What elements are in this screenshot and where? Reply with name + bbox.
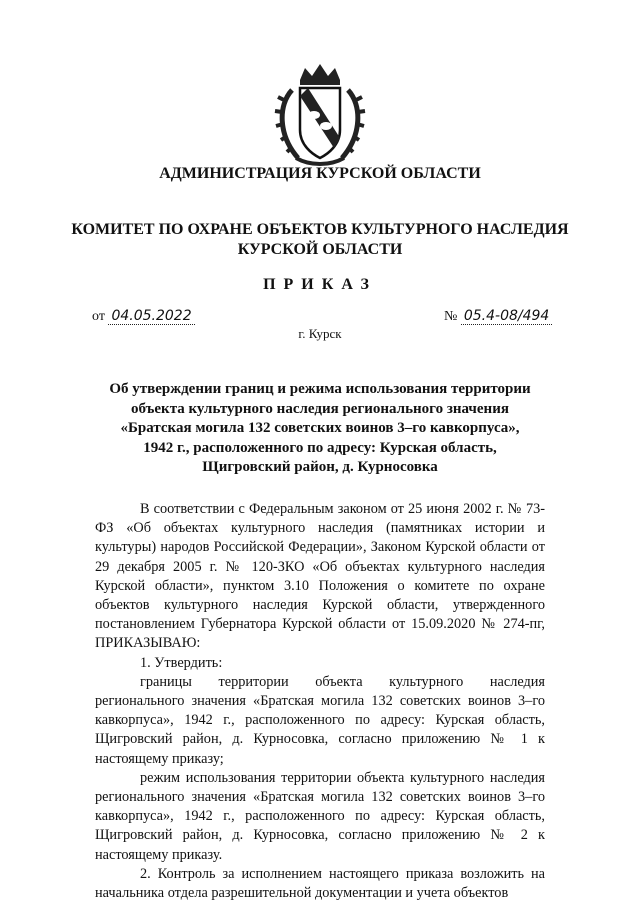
committee-title-line2: КУРСКОЙ ОБЛАСТИ: [237, 241, 403, 258]
document-type: ПРИКАЗ: [263, 276, 377, 293]
subject-line3: «Братская могила 132 советских воинов 3–го кавкорпуса»,: [120, 420, 520, 436]
body-paragraph-control: 2. Контроль за исполнением настоящего приказа возложить на начальника отдела разрешительной документации и учета объектов: [95, 865, 545, 902]
date-value: 04.05.2022: [108, 308, 194, 325]
body-paragraph-preamble: В соответствии с Федеральным законом от 25 июня 2002 г. № 73-ФЗ «Об объектах культурного наследия (памятниках истории и культуры) народов Российской Федерации», Законом Курской области от 29 декабря 2005 г. № 120-ЗКО «Об объектах культурного наследия Курской области», пунктом 3.10 Положения о комитете по охране объектов культурного наследия Курской области, утвержденного постановлением Губернатора Курской области от 15.09.2020 № 274-пг, ПРИКАЗЫВАЮ:: [95, 501, 545, 652]
date-label: от: [92, 309, 105, 324]
number-label: №: [444, 309, 458, 324]
subject-line1: Об утверждении границ и режима использования территории: [109, 381, 531, 397]
committee-title-line1: КОМИТЕТ ПО ОХРАНЕ ОБЪЕКТОВ КУЛЬТУРНОГО НАСЛЕДИЯ: [71, 221, 569, 238]
order-number: [444, 308, 552, 325]
order-body: [95, 500, 545, 903]
administration-title: АДМИНИСТРАЦИЯ КУРСКОЙ ОБЛАСТИ: [159, 165, 481, 182]
number-value: 05.4-08/494: [461, 308, 552, 325]
committee-title: [0, 220, 640, 260]
order-subject: [95, 380, 545, 478]
body-paragraph-boundaries: границы территории объекта культурного наследия регионального значения «Братская могила 132 советских воинов 3–го кавкорпуса», 1942 г., расположенного по адресу: Курская область, Щигровский район, д. Курносовка, согласно приложению № 1 к настоящему приказу;: [95, 673, 545, 767]
body-paragraph-approve: 1. Утвердить:: [140, 654, 223, 671]
subject-line4: 1942 г., расположенного по адресу: Курская область,: [143, 439, 497, 456]
order-date: [92, 308, 195, 325]
body-paragraph-regime: режим использования территории объекта культурного наследия регионального значения «Братская могила 132 советских воинов 3–го кавкорпуса», 1942 г., расположенного по адресу: Курская область, Щигровский район, д. Курносовка, согласно приложению № 2 к настоящему приказу.: [95, 769, 545, 863]
subject-line5: Щигровский район, д. Курносовка: [202, 459, 438, 475]
subject-line2: объекта культурного наследия регионального значения: [131, 400, 509, 417]
coat-of-arms-icon: [270, 60, 370, 170]
city: г. Курск: [298, 326, 342, 341]
